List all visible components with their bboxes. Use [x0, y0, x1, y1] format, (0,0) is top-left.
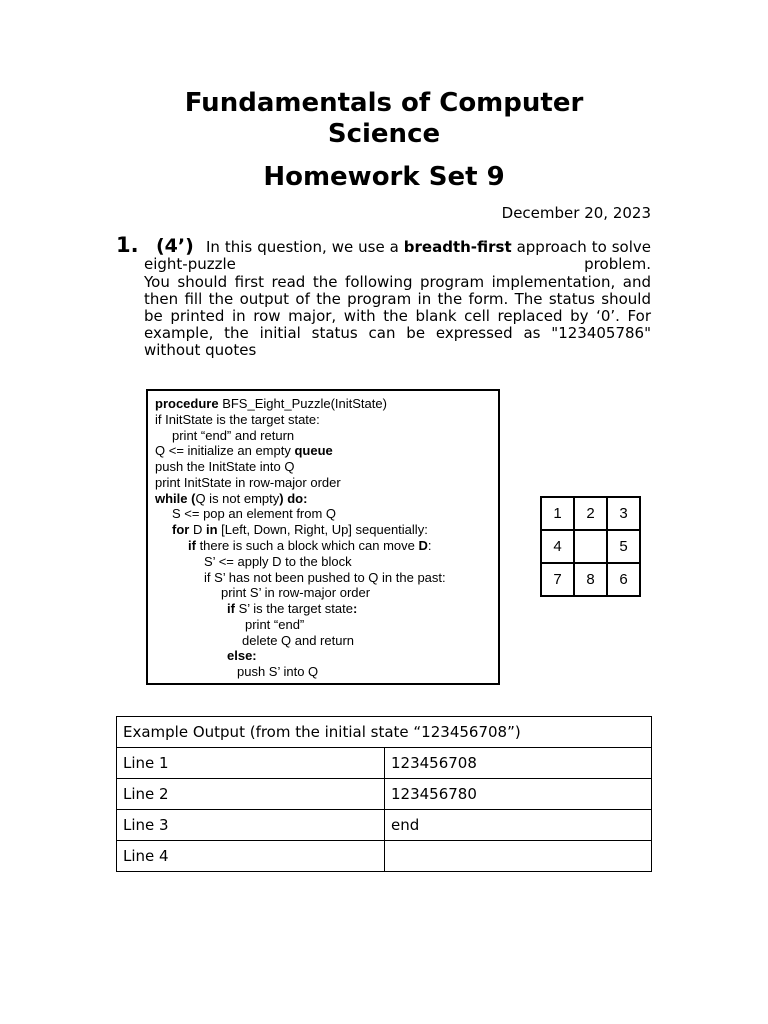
code-line: print “end”: [245, 617, 305, 632]
code-line: print InitState in row-major order: [155, 475, 341, 490]
puzzle-cell: 2: [574, 497, 607, 530]
code-line: if S’ is the target state:: [227, 601, 358, 616]
table-row: [117, 810, 652, 841]
code-line: S <= pop an element from Q: [172, 506, 337, 521]
question-intro-bold: breadth-first: [403, 238, 512, 256]
row-value: 123456708: [385, 748, 652, 779]
row-label: Line 1: [117, 748, 385, 779]
row-value: 123456780: [385, 779, 652, 810]
document-title: Fundamentals of Computer Science: [184, 88, 584, 149]
table-row: [117, 748, 652, 779]
code-line: push the InitState into Q: [155, 459, 295, 474]
table-header: Example Output (from the initial state “123456708”): [117, 717, 652, 748]
document-date: December 20, 2023: [501, 204, 651, 222]
puzzle-cell: 7: [541, 563, 574, 596]
code-line: print “end” and return: [172, 428, 295, 443]
puzzle-cell: 1: [541, 497, 574, 530]
code-line: while (Q is not empty) do:: [155, 491, 308, 506]
puzzle-cell: 3: [607, 497, 640, 530]
row-value: end: [385, 810, 652, 841]
code-line: for D in [Left, Down, Right, Up] sequentially:: [172, 522, 428, 537]
homework-set-title: Homework Set 9: [263, 162, 505, 192]
question-points: (4’): [156, 235, 194, 257]
puzzle-cell: 4: [541, 530, 574, 563]
row-label: Line 2: [117, 779, 385, 810]
pseudocode-box: [146, 389, 500, 685]
question-number: 1.: [116, 233, 139, 257]
table-header-row: [117, 717, 652, 748]
row-label: Line 4: [117, 841, 385, 872]
table-row: [117, 779, 652, 810]
code-line: S’ <= apply D to the block: [204, 554, 352, 569]
code-line: delete Q and return: [242, 633, 355, 648]
question-instructions: You should first read the following program implementation, and then fill the output of the program in the form. The status should be printed in row major, with the blank cell replaced by ‘0’. For example, the initial status can be expressed as "123405786" without quotes: [144, 273, 651, 359]
eight-puzzle-grid: [540, 496, 641, 597]
puzzle-cell: 8: [574, 563, 607, 596]
code-line: if InitState is the target state:: [155, 412, 320, 427]
puzzle-cell-blank: [574, 530, 607, 563]
code-line: else:: [227, 648, 257, 663]
puzzle-cell: 6: [607, 563, 640, 596]
code-line: procedure BFS_Eight_Puzzle(InitState): [155, 396, 387, 411]
code-line: push S’ into Q: [237, 664, 319, 679]
row-value-empty[interactable]: [385, 841, 652, 872]
example-output-table: [116, 716, 652, 872]
code-line: if there is such a block which can move D:: [188, 538, 432, 553]
row-label: Line 3: [117, 810, 385, 841]
question-intro: In this question, we use a breadth-first approach to solve eight-puzzle problem.: [144, 238, 651, 273]
table-row: [117, 841, 652, 872]
code-line: print S’ in row-major order: [221, 585, 371, 600]
code-line: Q <= initialize an empty queue: [155, 443, 333, 458]
code-line: if S’ has not been pushed to Q in the past:: [204, 570, 446, 585]
puzzle-cell: 5: [607, 530, 640, 563]
